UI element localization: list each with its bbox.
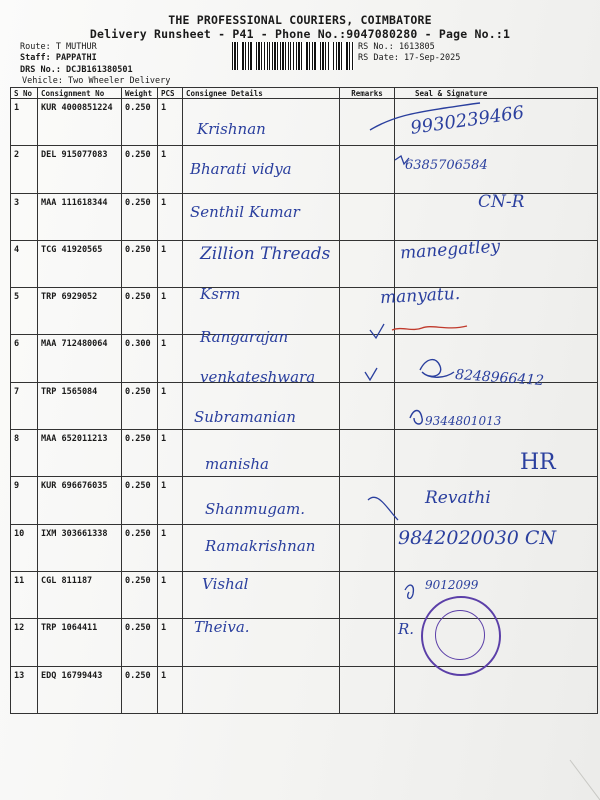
consignee-cell <box>183 335 340 382</box>
sno-cell: 3 <box>11 193 38 240</box>
consignment-number: KUR 696676035 <box>38 477 122 524</box>
weight-cell: 0.250 <box>122 193 158 240</box>
weight-cell: 0.250 <box>122 430 158 477</box>
staff-label: Staff: PAPPATHI <box>20 53 97 63</box>
consignee-handwriting: Krishnan <box>197 120 266 138</box>
pcs-cell: 1 <box>158 193 183 240</box>
consignment-number: MAA 652011213 <box>38 430 122 477</box>
table-row <box>11 524 598 571</box>
table-row <box>11 288 598 335</box>
weight-cell: 0.250 <box>122 146 158 193</box>
consignee-handwriting: Ramakrishnan <box>205 537 316 555</box>
pcs-cell: 1 <box>158 524 183 571</box>
consignment-number: MAA 712480064 <box>38 335 122 382</box>
table-row <box>11 335 598 382</box>
col-consignment: Consignment No <box>38 88 122 99</box>
col-pcs: PCS <box>158 88 183 99</box>
signature-handwriting: CN-R <box>478 192 525 212</box>
weight-cell: 0.250 <box>122 666 158 713</box>
route-label: Route: T MUTHUR <box>20 42 97 52</box>
signature-cell <box>395 99 598 146</box>
consignee-cell <box>183 666 340 713</box>
consignment-number: CGL 811187 <box>38 571 122 618</box>
col-remarks: Remarks <box>340 88 395 99</box>
consignee-handwriting: Senthil Kumar <box>190 203 300 221</box>
consignee-cell <box>183 240 340 287</box>
col-signature: Seal & Signature <box>395 88 598 99</box>
table-row <box>11 666 598 713</box>
table-row <box>11 240 598 287</box>
remarks-cell <box>340 524 395 571</box>
drs-number: DRS No.: DCJB161380501 <box>20 65 133 75</box>
consignment-number: DEL 915077083 <box>38 146 122 193</box>
remarks-cell <box>340 193 395 240</box>
consignment-number: KUR 4000851224 <box>38 99 122 146</box>
pcs-cell: 1 <box>158 99 183 146</box>
pcs-cell: 1 <box>158 335 183 382</box>
vehicle-label: Vehicle: Two Wheeler Delivery <box>22 76 171 86</box>
weight-cell: 0.250 <box>122 240 158 287</box>
remarks-cell <box>340 477 395 524</box>
runsheet-table <box>10 87 598 714</box>
weight-cell: 0.250 <box>122 619 158 666</box>
consignee-cell <box>183 619 340 666</box>
pcs-cell: 1 <box>158 146 183 193</box>
signature-handwriting: manyatu. <box>379 283 461 309</box>
signature-cell <box>395 240 598 287</box>
table-row <box>11 382 598 429</box>
signature-cell <box>395 571 598 618</box>
col-weight: Weight <box>122 88 158 99</box>
signature-cell <box>395 430 598 477</box>
consignee-cell <box>183 524 340 571</box>
table-header-row <box>11 88 598 99</box>
signature-handwriting: manegatley <box>399 236 501 264</box>
sno-cell: 6 <box>11 335 38 382</box>
consignee-cell <box>183 571 340 618</box>
sno-cell: 2 <box>11 146 38 193</box>
signature-cell <box>395 524 598 571</box>
consignment-number: TRP 6929052 <box>38 288 122 335</box>
table-row <box>11 430 598 477</box>
remarks-cell <box>340 619 395 666</box>
consignment-number: TRP 1064411 <box>38 619 122 666</box>
sno-cell: 10 <box>11 524 38 571</box>
consignee-handwriting: manisha <box>205 455 269 473</box>
pcs-cell: 1 <box>158 382 183 429</box>
consignee-handwriting: Zillion Threads <box>200 244 331 264</box>
weight-cell: 0.250 <box>122 571 158 618</box>
consignee-cell <box>183 288 340 335</box>
signature-cell <box>395 288 598 335</box>
weight-cell: 0.300 <box>122 335 158 382</box>
signature-handwriting: 9012099 <box>425 578 479 592</box>
signature-handwriting: Revathi <box>425 488 491 508</box>
weight-cell: 0.250 <box>122 288 158 335</box>
consignee-handwriting: Bharati vidya <box>190 160 292 178</box>
remarks-cell <box>340 430 395 477</box>
signature-handwriting: 8248966412 <box>454 366 545 390</box>
company-seal <box>421 596 501 676</box>
consignee-handwriting: Theiva. <box>194 618 250 636</box>
sno-cell: 8 <box>11 430 38 477</box>
signature-handwriting: 9842020030 CN <box>398 527 557 549</box>
rs-number: RS No.: 1613805 <box>358 42 435 52</box>
signature-cell <box>395 666 598 713</box>
pcs-cell: 1 <box>158 240 183 287</box>
sno-cell: 11 <box>11 571 38 618</box>
signature-cell <box>395 193 598 240</box>
sno-cell: 7 <box>11 382 38 429</box>
remarks-cell <box>340 146 395 193</box>
table-row <box>11 146 598 193</box>
consignment-number: TCG 41920565 <box>38 240 122 287</box>
table-row <box>11 193 598 240</box>
consignee-handwriting: Subramanian <box>194 408 296 426</box>
weight-cell: 0.250 <box>122 382 158 429</box>
sno-cell: 5 <box>11 288 38 335</box>
remarks-cell <box>340 335 395 382</box>
table-row <box>11 571 598 618</box>
table-row <box>11 477 598 524</box>
consignment-number: IXM 303661338 <box>38 524 122 571</box>
consignee-cell <box>183 146 340 193</box>
weight-cell: 0.250 <box>122 99 158 146</box>
remarks-cell <box>340 240 395 287</box>
consignee-cell <box>183 99 340 146</box>
consignee-handwriting: Shanmugam. <box>205 500 305 518</box>
signature-handwriting: R. <box>398 620 415 638</box>
consignment-number: MAA 111618344 <box>38 193 122 240</box>
consignee-handwriting: Ksrm <box>200 285 241 303</box>
pcs-cell: 1 <box>158 288 183 335</box>
col-consignee: Consignee Details <box>183 88 340 99</box>
sno-cell: 9 <box>11 477 38 524</box>
sno-cell: 12 <box>11 619 38 666</box>
consignment-number: EDQ 16799443 <box>38 666 122 713</box>
consignee-handwriting: Rangarajan <box>200 328 289 346</box>
sno-cell: 13 <box>11 666 38 713</box>
consignment-number: TRP 1565084 <box>38 382 122 429</box>
remarks-cell <box>340 666 395 713</box>
pcs-cell: 1 <box>158 619 183 666</box>
company-title: THE PROFESSIONAL COURIERS, COIMBATORE <box>168 13 432 27</box>
signature-handwriting: 6385706584 <box>405 158 488 173</box>
signature-cell <box>395 146 598 193</box>
remarks-cell <box>340 382 395 429</box>
rs-date: RS Date: 17-Sep-2025 <box>358 53 461 63</box>
sno-cell: 4 <box>11 240 38 287</box>
remarks-cell <box>340 99 395 146</box>
pcs-cell: 1 <box>158 571 183 618</box>
pcs-cell: 1 <box>158 477 183 524</box>
weight-cell: 0.250 <box>122 477 158 524</box>
consignee-cell <box>183 477 340 524</box>
col-sno: S No <box>11 88 38 99</box>
signature-cell <box>395 382 598 429</box>
consignee-handwriting: venkateshwara <box>200 368 316 386</box>
consignee-cell <box>183 430 340 477</box>
runsheet-subtitle: Delivery Runsheet - P41 - Phone No.:9047080280 - Page No.:1 <box>89 27 511 41</box>
table-row <box>11 619 598 666</box>
signature-handwriting: HR <box>520 450 556 475</box>
weight-cell: 0.250 <box>122 524 158 571</box>
consignee-handwriting: Vishal <box>202 575 249 593</box>
consignee-cell <box>183 193 340 240</box>
signature-cell <box>395 335 598 382</box>
table-row <box>11 99 598 146</box>
pcs-cell: 1 <box>158 430 183 477</box>
consignee-cell <box>183 382 340 429</box>
remarks-cell <box>340 571 395 618</box>
signature-cell <box>395 477 598 524</box>
remarks-cell <box>340 288 395 335</box>
signature-handwriting: 9344801013 <box>425 414 502 428</box>
signature-handwriting: 9930239466 <box>409 102 526 139</box>
sno-cell: 1 <box>11 99 38 146</box>
pcs-cell: 1 <box>158 666 183 713</box>
